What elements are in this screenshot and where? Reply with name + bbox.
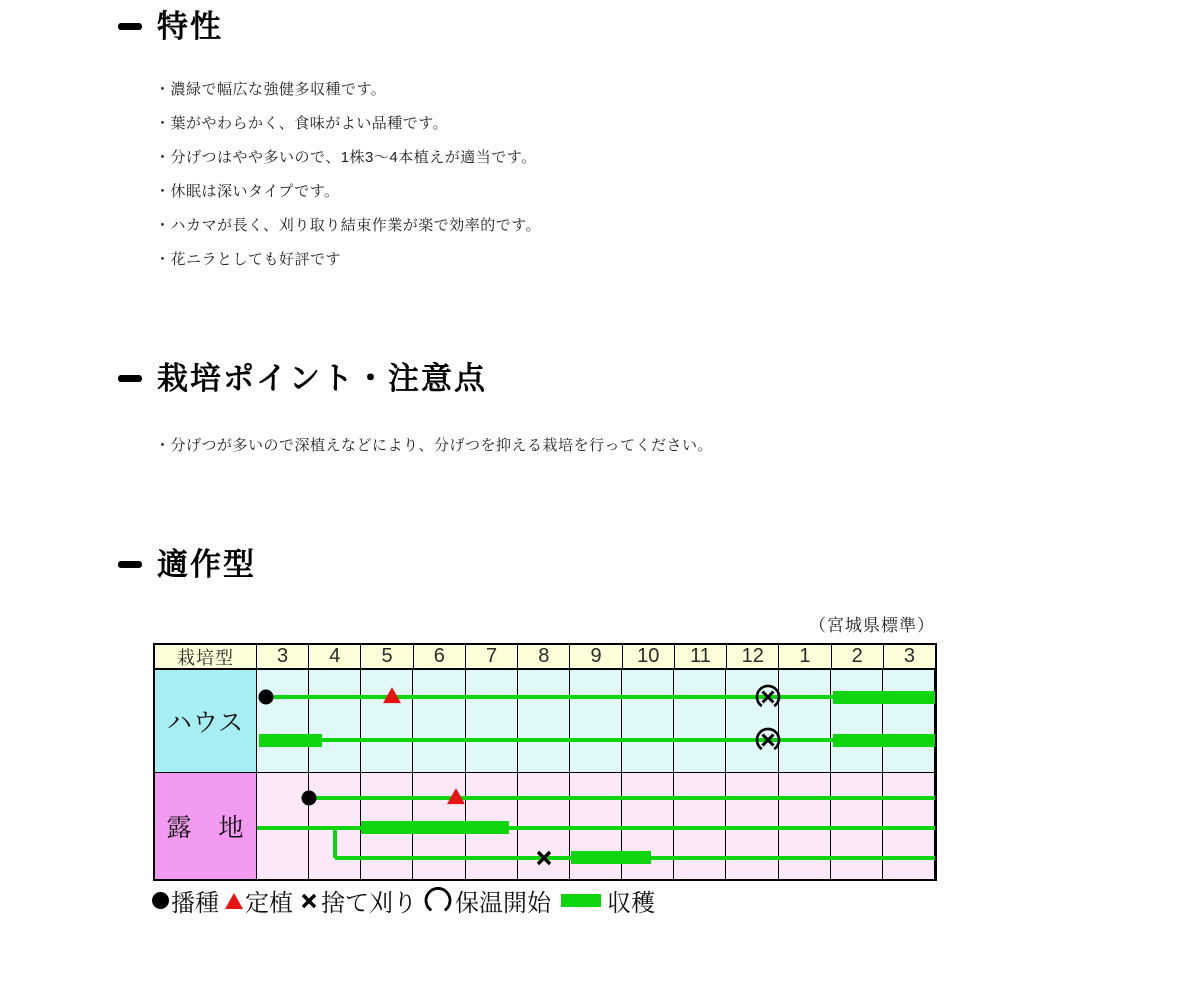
harvest-bar bbox=[833, 691, 935, 704]
legend-label: 播種 bbox=[171, 890, 219, 917]
calendar-row bbox=[155, 670, 935, 772]
timeline-line bbox=[309, 796, 935, 800]
legend-label: 捨て刈り bbox=[321, 890, 417, 917]
timeline-connector bbox=[333, 828, 337, 858]
calendar-row bbox=[155, 772, 935, 879]
month-header-cell: 3 bbox=[903, 645, 915, 667]
timeline-line bbox=[257, 826, 935, 830]
legend-item-transplant bbox=[225, 883, 293, 918]
row-plot-area bbox=[257, 670, 935, 772]
section-title-cultivation-points: 栽培ポイント・注意点 bbox=[157, 361, 487, 396]
legend-item-discard-cut bbox=[299, 883, 417, 918]
characteristics-bullet-list bbox=[155, 73, 541, 277]
bullet-item: ・葉がやわらかく、食味がよい品種です。 bbox=[155, 115, 449, 132]
month-header-cell: 7 bbox=[466, 645, 518, 668]
section-heading-cultivation-points bbox=[118, 361, 487, 397]
transplant-triangle-icon bbox=[225, 893, 243, 909]
row-label: ハウス bbox=[155, 670, 257, 772]
legend-item-harvest bbox=[557, 883, 655, 918]
section-heading-crop-calendar bbox=[118, 547, 256, 583]
transplant-triangle-mark bbox=[447, 788, 465, 804]
row-label: 露 地 bbox=[155, 773, 257, 879]
transplant-triangle-mark bbox=[383, 687, 401, 703]
bullet-item: ・分げつはやや多いので、1株3〜4本植えが適当です。 bbox=[155, 149, 537, 166]
sowing-dot-mark bbox=[258, 690, 273, 705]
legend-item-sowing bbox=[152, 883, 219, 918]
row-overlay bbox=[257, 670, 935, 772]
discard-cut-x-icon bbox=[299, 891, 319, 911]
warming-arc-icon bbox=[423, 886, 453, 916]
harvest-bar bbox=[259, 734, 322, 747]
section-title-crop-calendar: 適作型 bbox=[157, 547, 256, 582]
row-overlay bbox=[257, 773, 935, 879]
month-header-cell: 6 bbox=[414, 645, 466, 668]
harvest-bar-icon bbox=[561, 894, 601, 907]
chart-region-caption: （宮城県標準） bbox=[809, 616, 935, 635]
warming-circle-x-mark bbox=[753, 682, 783, 712]
month-header-cell: 5 bbox=[361, 645, 413, 668]
crop-calendar-table bbox=[153, 643, 937, 881]
legend-item-warming-start bbox=[423, 883, 551, 918]
legend-label: 保温開始 bbox=[455, 890, 551, 917]
month-header-cell: 1 bbox=[779, 645, 831, 668]
harvest-bar bbox=[833, 734, 935, 747]
month-header-cell: 9 bbox=[570, 645, 622, 668]
calendar-header-row bbox=[155, 645, 935, 670]
month-header-cell: 4 bbox=[309, 645, 361, 668]
dash-icon bbox=[118, 23, 142, 30]
legend-label: 定植 bbox=[245, 890, 293, 917]
discard-cut-x-mark bbox=[534, 848, 554, 868]
bullet-item: ・ハカマが長く、刈り取り結束作業が楽で効率的です。 bbox=[155, 217, 542, 234]
dash-icon bbox=[118, 561, 142, 568]
row-plot-area bbox=[257, 773, 935, 879]
calendar-corner-cell: 栽培型 bbox=[155, 645, 257, 668]
warming-circle-x-mark bbox=[753, 725, 783, 755]
sowing-dot-mark bbox=[301, 791, 316, 806]
legend-label: 収穫 bbox=[607, 890, 655, 917]
month-header-cell: 11 bbox=[675, 645, 727, 668]
month-header-cell: 3 bbox=[257, 645, 309, 668]
bullet-item: ・休眠は深いタイプです。 bbox=[155, 183, 340, 200]
bullet-item: ・分げつが多いので深植えなどにより、分げつを抑える栽培を行ってください。 bbox=[155, 437, 714, 454]
dash-icon bbox=[118, 375, 142, 382]
section-heading-characteristics bbox=[118, 9, 223, 45]
section-title-characteristics: 特性 bbox=[157, 9, 223, 44]
bullet-item: ・花ニラとしても好評です bbox=[155, 251, 342, 268]
bullet-item: ・濃緑で幅広な強健多収種です。 bbox=[155, 81, 387, 98]
month-header-cell: 8 bbox=[518, 645, 570, 668]
chart-legend bbox=[152, 883, 655, 918]
calendar-body bbox=[155, 670, 935, 879]
harvest-bar bbox=[571, 851, 651, 864]
month-header-cell: 10 bbox=[623, 645, 675, 668]
harvest-bar bbox=[361, 821, 508, 834]
month-header-cell: 2 bbox=[832, 645, 884, 668]
sowing-dot-icon bbox=[152, 892, 169, 909]
month-header-cell: 12 bbox=[727, 645, 779, 668]
cultivation-points-bullet-list bbox=[155, 429, 713, 463]
